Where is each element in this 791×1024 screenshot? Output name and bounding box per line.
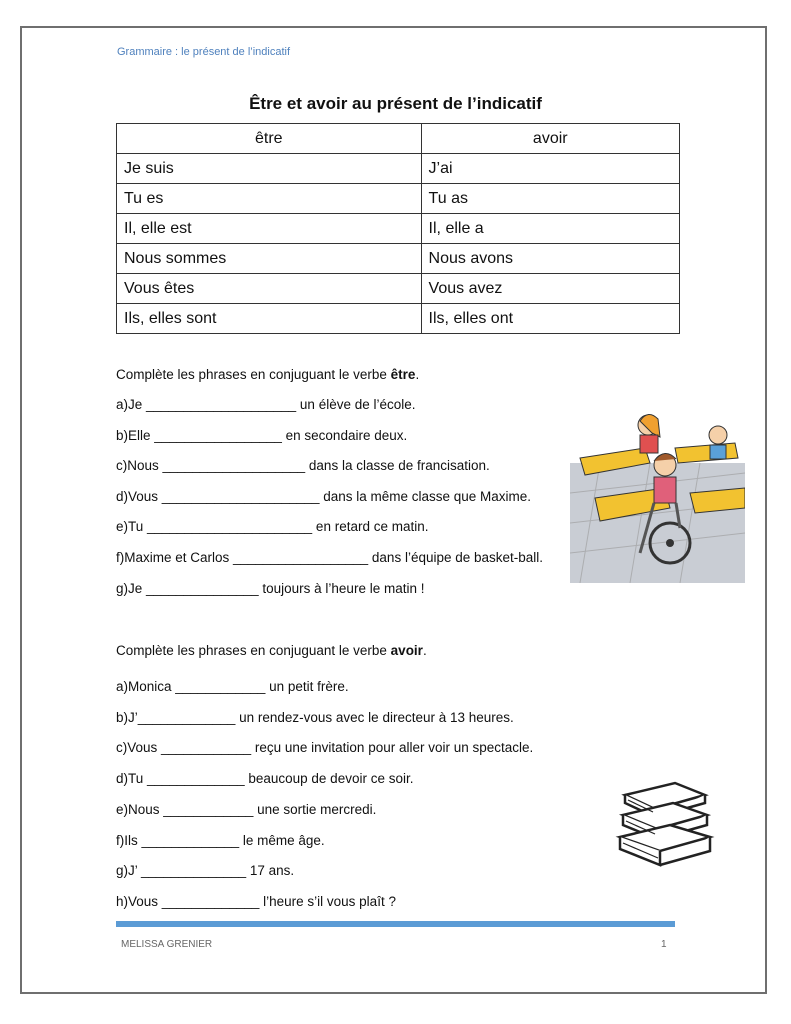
exercise-line: f)Ils _____________ le même âge. [116, 833, 325, 848]
exercise-line: g)Je _______________ toujours à l’heure le matin ! [116, 581, 425, 596]
exercise-line: e)Tu ______________________ en retard ce matin. [116, 519, 429, 534]
exercise-line: g)J’ ______________ 17 ans. [116, 863, 295, 878]
table-cell: Je suis [117, 154, 422, 184]
exercise-line: h)Vous _____________ l’heure s’il vous plaît ? [116, 894, 396, 909]
table-row [117, 244, 680, 274]
exercise-line: c)Vous ____________ reçu une invitation pour aller voir un spectacle. [116, 740, 534, 755]
exercise-line: b)J’_____________ un rendez-vous avec le directeur à 13 heures. [116, 710, 514, 725]
instruction-punct: . [415, 367, 420, 382]
exercise-line: d)Vous _____________________ dans la même classe que Maxime. [116, 489, 532, 504]
instruction-text: Complète les phrases en conjuguant le verbe [116, 367, 391, 382]
exercise-line: c)Nous ___________________ dans la classe de francisation. [116, 458, 490, 473]
footer-author: MELISSA GRENIER [121, 939, 213, 950]
exercise-line: d)Tu _____________ beaucoup de devoir ce soir. [116, 771, 414, 786]
exercise-line: b)Elle _________________ en secondaire deux. [116, 428, 408, 443]
table-row [117, 274, 680, 304]
table-row [117, 304, 680, 334]
conjugation-table [116, 123, 680, 334]
column-header-avoir: avoir [421, 124, 679, 154]
footer-divider [116, 921, 675, 927]
column-header-etre: être [117, 124, 422, 154]
instruction-avoir [116, 643, 427, 658]
table-row [117, 184, 680, 214]
table-cell: Ils, elles sont [117, 304, 422, 334]
table-row [117, 214, 680, 244]
table-cell: J’ai [421, 154, 679, 184]
table-cell: Vous avez [421, 274, 679, 304]
instruction-verb: avoir [390, 643, 423, 658]
instruction-etre [116, 367, 419, 382]
exercise-line: f)Maxime et Carlos __________________ dans l’équipe de basket-ball. [116, 550, 544, 565]
exercise-line: a)Monica ____________ un petit frère. [116, 679, 349, 694]
exercise-line: a)Je ____________________ un élève de l’école. [116, 397, 416, 412]
table-cell: Nous avons [421, 244, 679, 274]
table-cell: Ils, elles ont [421, 304, 679, 334]
table-cell: Il, elle a [421, 214, 679, 244]
table-header-row [117, 124, 680, 154]
table-cell: Vous êtes [117, 274, 422, 304]
page-number: 1 [661, 939, 667, 950]
classroom-illustration [570, 403, 745, 583]
table-cell: Nous sommes [117, 244, 422, 274]
page-header: Grammaire : le présent de l’indicatif [117, 46, 291, 58]
instruction-text: Complète les phrases en conjuguant le verbe [116, 643, 391, 658]
table-cell: Il, elle est [117, 214, 422, 244]
table-cell: Tu es [117, 184, 422, 214]
instruction-punct: . [422, 643, 427, 658]
instruction-verb: être [390, 367, 416, 382]
exercise-line: e)Nous ____________ une sortie mercredi. [116, 802, 377, 817]
table-row [117, 154, 680, 184]
table-cell: Tu as [421, 184, 679, 214]
page-title: Être et avoir au présent de l’indicatif [249, 94, 542, 113]
books-illustration [615, 775, 715, 875]
